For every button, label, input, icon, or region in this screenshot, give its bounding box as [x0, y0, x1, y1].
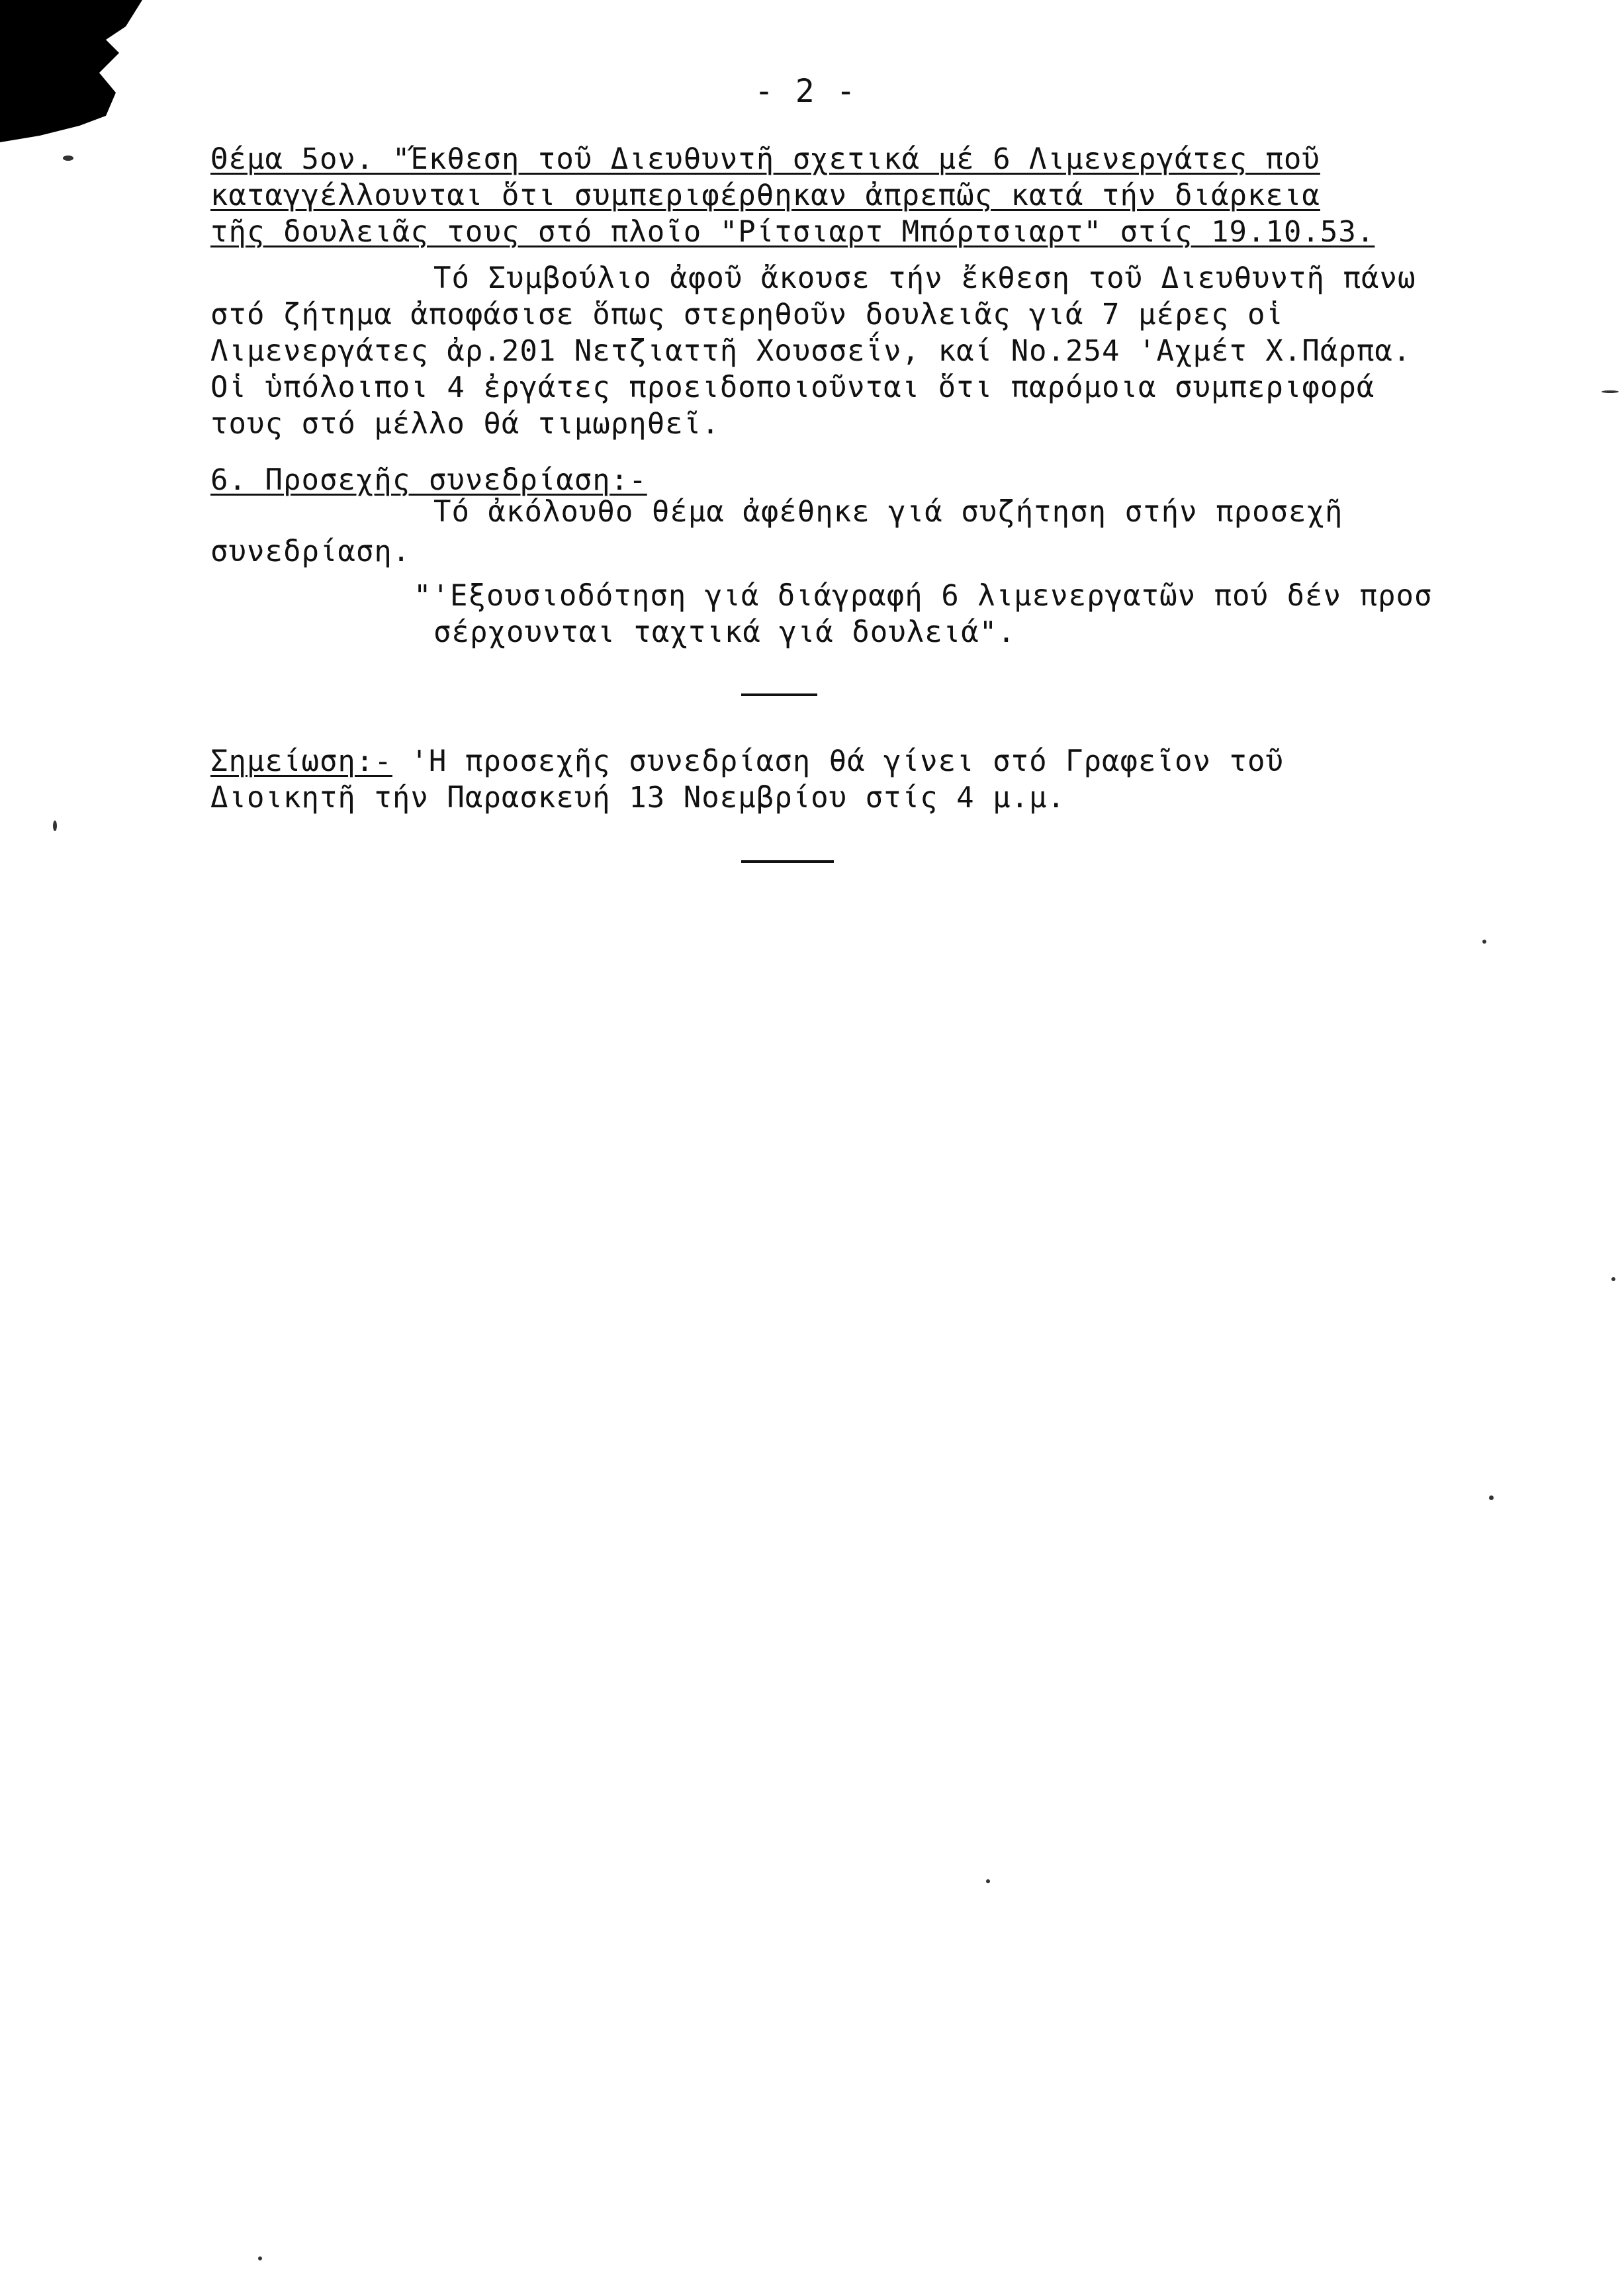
item-5-heading-line-3: τῆς δουλειᾶς τους στό πλοῖο "Ρίτσιαρτ Μπόρτσιαρτ" στίς 19.10.53.	[210, 215, 1375, 249]
page-number: - 2 -	[754, 73, 857, 110]
scan-speck	[1611, 1277, 1615, 1281]
scan-speck	[1601, 390, 1619, 393]
item-6-quote-line-2: σέρχουνται ταχτικά γιά δουλειά".	[433, 615, 1016, 649]
note-line-2: Διοικητῆ τήν Παρασκευή 13 Νοεμβρίου στίς 4 μ.μ.	[210, 781, 1066, 815]
item-5-body-line-5: τους στό μέλλο θά τιμωρηθεῖ.	[210, 407, 720, 441]
item-6-body-line-1: Τό ἀκόλουθο θέμα ἀφέθηκε γιά συζήτηση στήν προσεχῆ	[433, 495, 1343, 529]
item-5-body-line-4: Οἱ ὑπόλοιποι 4 ἐργάτες προειδοποιοῦνται ὅτι παρόμοια συμπεριφορά	[210, 371, 1375, 404]
item-5-body-line-2: στό ζήτημα ἀποφάσισε ὅπως στερηθοῦν δουλειᾶς γιά 7 μέρες οἱ	[210, 298, 1284, 332]
scan-speck	[53, 821, 57, 831]
item-5-body-line-3: Λιμενεργάτες ἀρ.201 Νετζιαττῆ Χουσσεΐν, καί Νο.254 'Αχμέτ Χ.Πάρπα.	[210, 334, 1412, 368]
note-label: Σημείωση:-	[210, 744, 392, 778]
note-line-1-text: 'Η προσεχῆς συνεδρίαση θά γίνει στό Γραφεῖον τοῦ	[392, 744, 1284, 778]
scan-speck	[258, 2256, 262, 2260]
scan-speck	[1482, 940, 1486, 944]
scan-corner-shadow	[0, 0, 172, 172]
scan-speck	[1489, 1495, 1494, 1500]
note-line-1	[210, 744, 1284, 779]
scan-speck	[63, 156, 73, 161]
scan-speck	[986, 1879, 990, 1883]
item-6-heading: 6. Προσεχῆς συνεδρίαση:-	[210, 463, 647, 497]
section-divider	[741, 693, 817, 696]
item-6-body-line-2: συνεδρίαση.	[210, 535, 411, 568]
item-5-heading-line-1: Θέμα 5ον. "Έκθεση τοῦ Διευθυντῆ σχετικά μέ 6 Λιμενεργάτες ποῦ	[210, 142, 1320, 176]
item-6-quote-line-1: "'Εξουσιοδότηση γιά διάγραφή 6 λιμενεργατῶν πού δέν προσ	[414, 579, 1433, 613]
item-5-heading-line-2: καταγγέλλουνται ὅτι συμπεριφέρθηκαν ἀπρεπῶς κατά τήν διάρκεια	[210, 179, 1320, 212]
end-divider	[741, 860, 834, 863]
item-5-body-line-1: Τό Συμβούλιο ἀφοῦ ἄκουσε τήν ἔκθεση τοῦ Διευθυντῆ πάνω	[433, 261, 1416, 295]
